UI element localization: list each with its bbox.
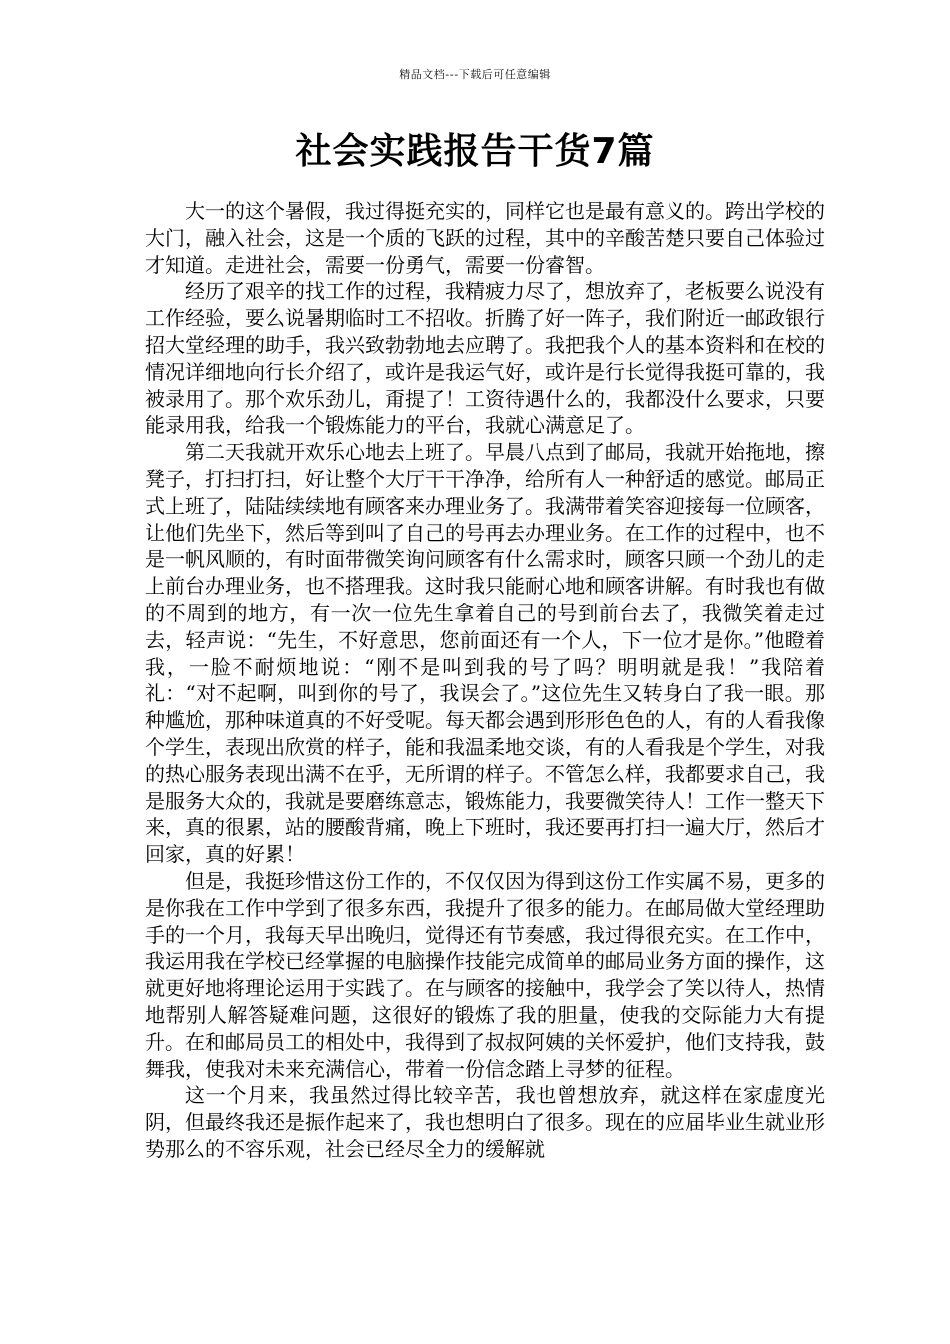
paragraph-3: 第二天我就开欢乐心地去上班了。早晨八点到了邮局，我就开始拖地，擦凳子，打扫打扫，好让整个大厅干干净净，给所有人一种舒适的感觉。邮局正式上班了，陆陆续续地有顾客来办理业务了。我满带着笑容迎接每一位顾客，让他们先坐下，然后等到叫了自己的号再去办理业务。在工作的过程中，也不是一帆风顺的，有时面带微笑询问顾客有什么需求时，顾客只顾一个劲儿的走上前台办理业务，也不搭理我。这时我只能耐心地和顾客讲解。有时我也有做的不周到的地方，有一次一位先生拿着自己的号到前台去了，我微笑着走过去，轻声说：“先生，不好意思，您前面还有一个人，下一位才是你。”他瞪着我，一脸不耐烦地说：“刚不是叫到我的号了吗？明明就是我！”我陪着礼：“对不起啊，叫到你的号了，我误会了。”这位先生又转身白了我一眼。那种尴尬，那种味道真的不好受呢。每天都会遇到形形色色的人，有的人看我像个学生，表现出欣赏的样子，能和我温柔地交谈，有的人看我是个学生，对我的热心服务表现出满不在乎，无所谓的样子。不管怎么样，我都要求自己，我是服务大众的，我就是要磨练意志，锻炼能力，我要微笑待人！工作一整天下来，真的很累，站的腰酸背痛，晚上下班时，我还要再打扫一遍大厅，然后才回家，真的好累！ <box>145 440 825 867</box>
paragraph-5: 这一个月来，我虽然过得比较辛苦，我也曾想放弃，就这样在家虚度光阴，但最终我还是振作起来了，我也想明白了很多。现在的应届毕业生就业形势那么的不容乐观，社会已经尽全力的缓解就 <box>145 1083 825 1161</box>
paragraph-2: 经历了艰辛的找工作的过程，我精疲力尽了，想放弃了，老板要么说没有工作经验，要么说暑期临时工不招收。折腾了好一阵子，我们附近一邮政银行招大堂经理的助手，我兴致勃勃地去应聘了。我把我个人的基本资料和在校的情况详细地向行长介绍了，或许是我运气好，或许是行长觉得我挺可靠的，我被录用了。那个欢乐劲儿，甭提了！工资待遇什么的，我都没什么要求，只要能录用我，给我一个锻炼能力的平台，我就心满意足了。 <box>145 279 825 438</box>
document-title: 社会实践报告干货7篇 <box>295 131 655 172</box>
document-body <box>145 198 825 1163</box>
page-header-note: 精品文档---下载后可任意编辑 <box>399 68 551 81</box>
paragraph-1: 大一的这个暑假，我过得挺充实的，同样它也是最有意义的。跨出学校的大门，融入社会，这是一个质的飞跃的过程，其中的辛酸苦楚只要自己体验过才知道。走进社会，需要一份勇气，需要一份睿智。 <box>145 199 825 277</box>
paragraph-4: 但是，我挺珍惜这份工作的，不仅仅因为得到这份工作实属不易，更多的是你我在工作中学到了很多东西，我提升了很多的能力。在邮局做大堂经理助手的一个月，我每天早出晚归，觉得还有节奏感，我过得很充实。在工作中，我运用我在学校已经掌握的电脑操作技能完成简单的邮局业务方面的操作，这就更好地将理论运用于实践了。在与顾客的接触中，我学会了笑以待人，热情地帮别人解答疑难问题，这很好的锻炼了我的胆量，使我的交际能力大有提升。在和邮局员工的相处中，我得到了叔叔阿姨的关怀爱护，他们支持我，鼓舞我，使我对未来充满信心，带着一份信念踏上寻梦的征程。 <box>145 868 825 1081</box>
